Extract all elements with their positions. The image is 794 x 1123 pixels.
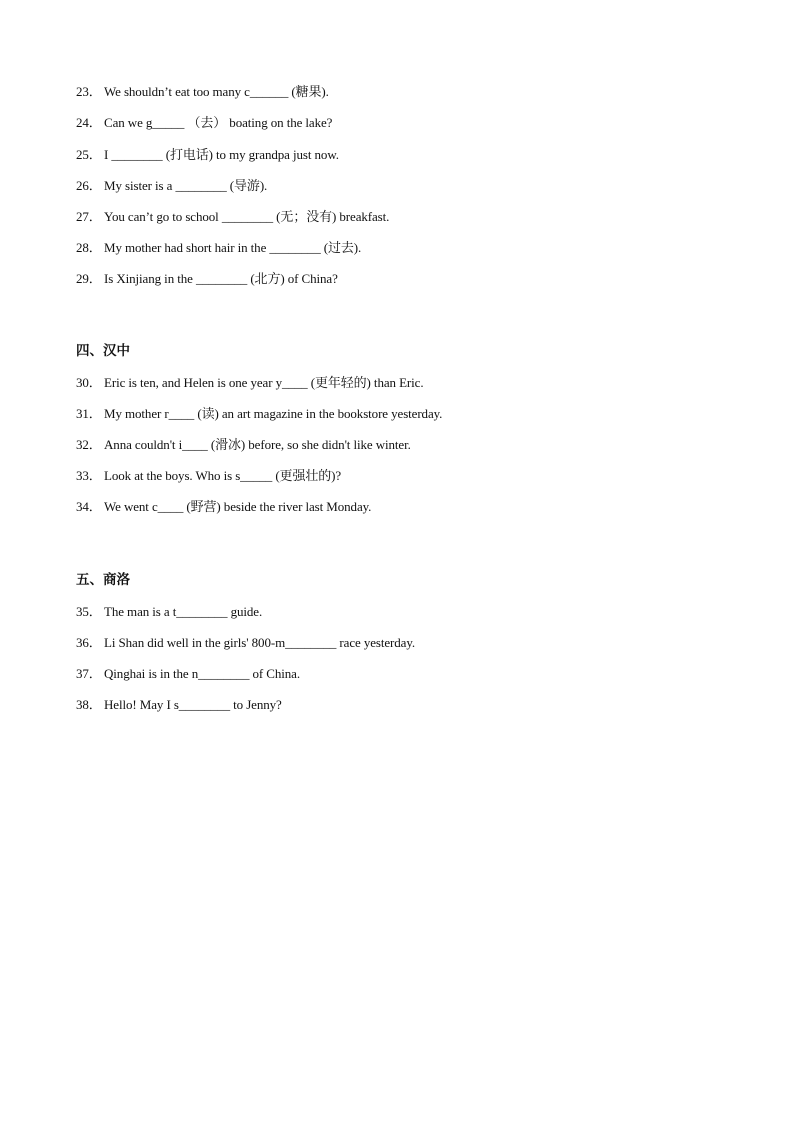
question-35 — [76, 604, 262, 620]
question-text: Eric is ten, and Helen is one year y____ (更年轻的) than Eric. — [104, 375, 424, 390]
question-26 — [76, 178, 267, 194]
question-number: 35． — [76, 604, 102, 619]
question-number: 38． — [76, 697, 102, 712]
question-37 — [76, 666, 300, 682]
question-number: 34． — [76, 499, 102, 514]
question-number: 30． — [76, 375, 102, 390]
question-number: 32． — [76, 437, 102, 452]
question-text: My mother r____ (读) an art magazine in the bookstore yesterday. — [104, 406, 443, 421]
question-text: You can’t go to school ________ (无；没有) breakfast. — [104, 209, 390, 224]
question-number: 24． — [76, 115, 102, 130]
question-text: Is Xinjiang in the ________ (北方) of China? — [104, 271, 338, 286]
question-24 — [76, 115, 332, 131]
question-number: 37． — [76, 666, 102, 681]
question-34 — [76, 499, 371, 515]
question-text: My mother had short hair in the ________ (过去). — [104, 240, 362, 255]
question-text: I ________ (打电话) to my grandpa just now. — [104, 147, 339, 162]
question-text: Li Shan did well in the girls' 800-m________ race yesterday. — [104, 635, 416, 650]
question-text: The man is a t________ guide. — [104, 604, 263, 619]
section-heading-shangluo: 五、商洛 — [76, 572, 130, 588]
question-text: Qinghai is in the n________ of China. — [104, 666, 300, 681]
question-number: 31． — [76, 406, 102, 421]
question-number: 25． — [76, 147, 102, 162]
question-28 — [76, 240, 361, 256]
question-25 — [76, 147, 339, 163]
question-text: My sister is a ________ (导游). — [104, 178, 268, 193]
question-30 — [76, 375, 423, 391]
question-number: 27． — [76, 209, 102, 224]
question-text: Look at the boys. Who is s_____ (更强壮的)? — [104, 468, 342, 483]
question-text: We went c____ (野营) beside the river last Monday. — [104, 499, 372, 514]
question-number: 33． — [76, 468, 102, 483]
question-23 — [76, 84, 329, 100]
question-text: We shouldn’t eat too many c______ (糖果). — [104, 84, 329, 99]
question-number: 23． — [76, 84, 102, 99]
section-heading-hanzhong: 四、汉中 — [76, 343, 130, 359]
question-27 — [76, 209, 389, 225]
question-number: 28． — [76, 240, 102, 255]
question-31 — [76, 406, 442, 422]
question-text: Can we g_____ （去） boating on the lake? — [104, 115, 333, 130]
question-text: Anna couldn't i____ (滑冰) before, so she didn't like winter. — [104, 437, 411, 452]
question-text: Hello! May I s________ to Jenny? — [104, 697, 282, 712]
question-32 — [76, 437, 411, 453]
question-38 — [76, 697, 282, 713]
question-number: 29． — [76, 271, 102, 286]
question-number: 26． — [76, 178, 102, 193]
question-29 — [76, 271, 338, 287]
question-number: 36． — [76, 635, 102, 650]
question-33 — [76, 468, 341, 484]
question-36 — [76, 635, 415, 651]
